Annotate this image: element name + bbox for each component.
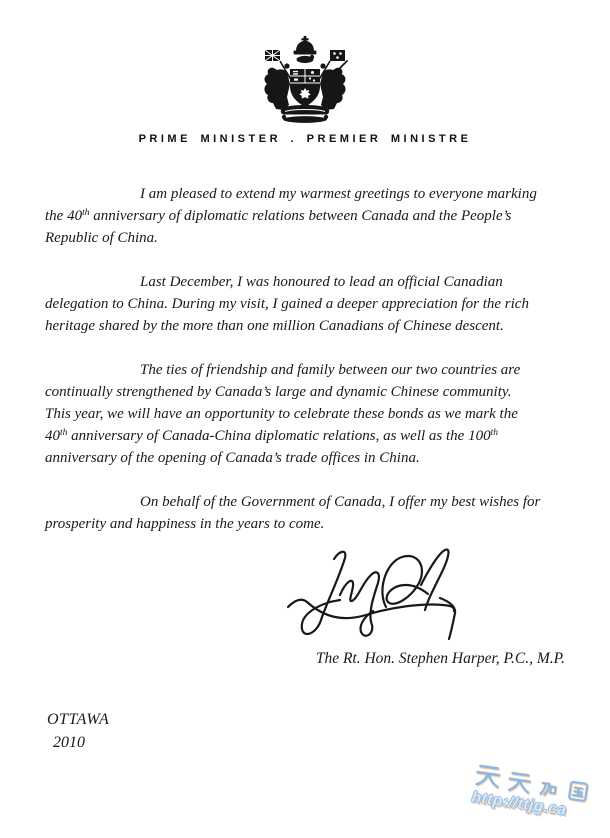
- watermark-url: http://ttjg.ca: [470, 788, 568, 819]
- harper-signature-icon: [280, 545, 480, 647]
- signatory-name: The Rt. Hon. Stephen Harper, P.C., M.P.: [315, 650, 565, 667]
- letter-body: [45, 183, 580, 557]
- paragraph: I am pleased to extend my warmest greetings to everyone marking the 40th anniversary of diplomatic relations between Canada and the People’s Republic of China.: [45, 186, 537, 246]
- masthead-title: PRIME MINISTER . PREMIER MINISTRE: [138, 133, 472, 145]
- paragraph: On behalf of the Government of Canada, I offer my best wishes for prosperity and happiness in the years to come.: [45, 494, 541, 532]
- site-watermark: [470, 760, 605, 825]
- letter-place: OTTAWA: [47, 711, 110, 728]
- letter-year: 2010: [53, 734, 85, 751]
- paragraph: Last December, I was honoured to lead an official Canadian delegation to China. During my visit, I gained a deeper appreciation for the rich heritage shared by the more than one million Canadians of Chinese descent.: [45, 274, 529, 334]
- paragraph: The ties of friendship and family between our two countries are continually strengthened by Canada’s large and dynamic Chinese community. This year, we will have an opportunity to celebrate these bonds as we mark the 40th anniversary of Canada-China diplomatic relations, as well as the 100th anniversary of the opening of Canada’s trade offices in China.: [45, 362, 521, 466]
- canada-coat-of-arms-icon: [257, 36, 353, 124]
